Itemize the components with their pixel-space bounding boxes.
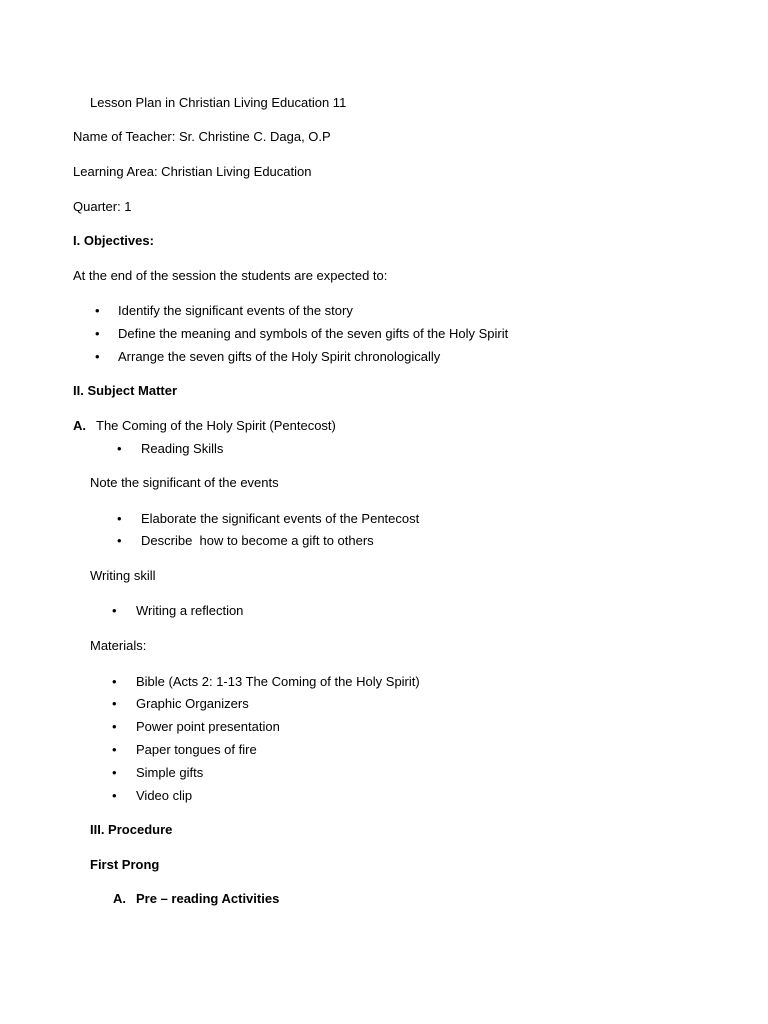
objective-text: Define the meaning and symbols of the seven gifts of the Holy Spirit bbox=[118, 326, 509, 341]
objective-text: Identify the significant events of the story bbox=[118, 303, 353, 318]
bullet-icon: • bbox=[117, 511, 122, 526]
subject-a-marker: A. bbox=[73, 418, 86, 433]
bullet-icon: • bbox=[117, 441, 122, 456]
material-text: Simple gifts bbox=[136, 765, 204, 780]
writing-item-text: Writing a reflection bbox=[136, 603, 244, 618]
bullet-icon: • bbox=[112, 788, 117, 803]
objectives-intro: At the end of the session the students are expected to: bbox=[73, 268, 388, 283]
material-text: Bible (Acts 2: 1-13 The Coming of the Holy Spirit) bbox=[136, 674, 420, 689]
bullet-icon: • bbox=[117, 533, 122, 548]
note-item-text: Describe how to become a gift to others bbox=[141, 533, 374, 548]
quarter: Quarter: 1 bbox=[73, 199, 132, 214]
objectives-heading: I. Objectives: bbox=[73, 233, 154, 248]
bullet-icon: • bbox=[112, 696, 117, 711]
pre-reading-marker: A. bbox=[113, 891, 126, 906]
bullet-icon: • bbox=[112, 674, 117, 689]
note-events-label: Note the significant of the events bbox=[90, 475, 279, 490]
bullet-icon: • bbox=[112, 719, 117, 734]
reading-skills: Reading Skills bbox=[141, 441, 224, 456]
learning-area: Learning Area: Christian Living Education bbox=[73, 164, 312, 179]
bullet-icon: • bbox=[95, 349, 100, 364]
procedure-heading: III. Procedure bbox=[90, 822, 173, 837]
material-text: Paper tongues of fire bbox=[136, 742, 257, 757]
teacher-name: Name of Teacher: Sr. Christine C. Daga, O.P bbox=[73, 129, 331, 144]
note-item-text: Elaborate the significant events of the Pentecost bbox=[141, 511, 420, 526]
subject-a-title: The Coming of the Holy Spirit (Pentecost) bbox=[96, 418, 336, 433]
bullet-icon: • bbox=[95, 303, 100, 318]
material-text: Graphic Organizers bbox=[136, 696, 249, 711]
bullet-icon: • bbox=[112, 603, 117, 618]
first-prong-heading: First Prong bbox=[90, 857, 160, 872]
bullet-icon: • bbox=[112, 742, 117, 757]
pre-reading-heading: Pre – reading Activities bbox=[136, 891, 280, 906]
material-text: Power point presentation bbox=[136, 719, 280, 734]
material-text: Video clip bbox=[136, 788, 193, 803]
bullet-icon: • bbox=[95, 326, 100, 341]
document-title: Lesson Plan in Christian Living Education 11 bbox=[90, 95, 347, 110]
materials-heading: Materials: bbox=[90, 638, 147, 653]
writing-skill-label: Writing skill bbox=[90, 568, 156, 583]
subject-matter-heading: II. Subject Matter bbox=[73, 383, 178, 398]
bullet-icon: • bbox=[112, 765, 117, 780]
objective-text: Arrange the seven gifts of the Holy Spirit chronologically bbox=[118, 349, 441, 364]
